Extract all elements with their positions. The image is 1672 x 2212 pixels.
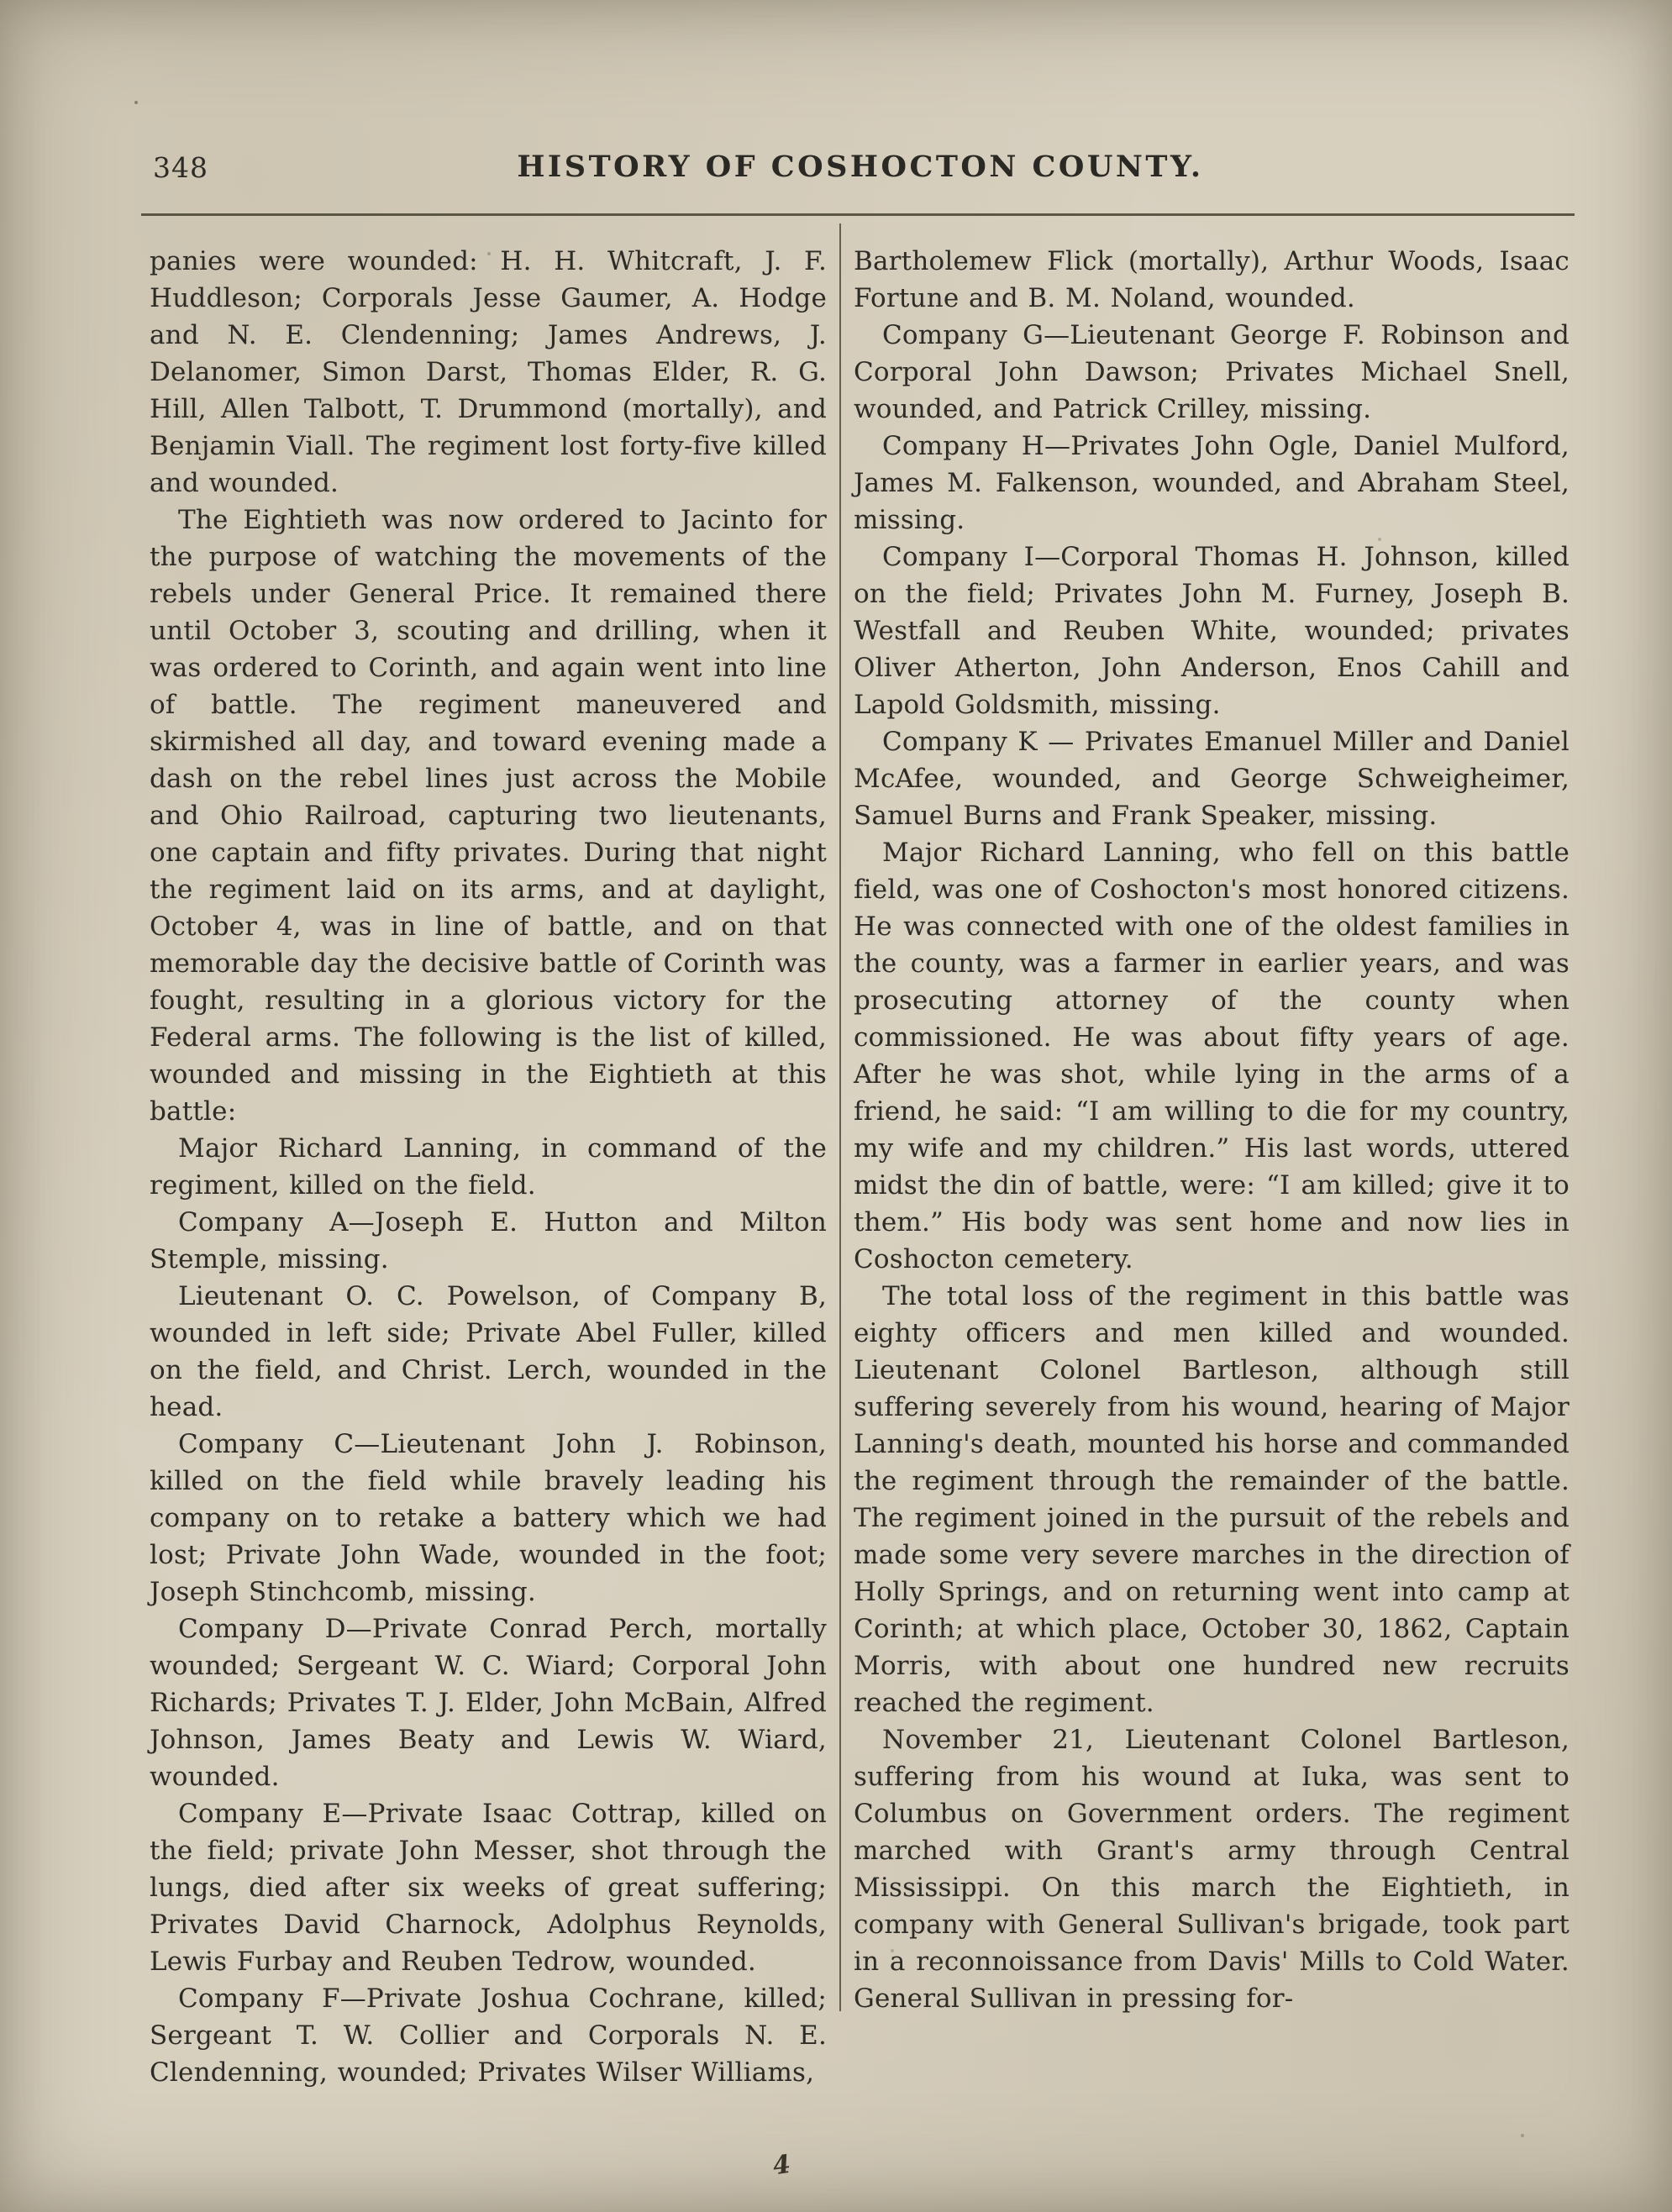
ink-mark-ornament: 4	[770, 2149, 793, 2182]
paragraph: Company G—Lieutenant George F. Robinson and Corporal John Dawson; Privates Michael Snell, wounded, and Patrick Crilley, missing.	[854, 320, 1569, 424]
paragraph: Lieutenant O. C. Powelson, of Company B, wounded in left side; Private Abel Fuller, killed on the field, and Christ. Lerch, wounded in the head.	[150, 1281, 827, 1422]
paragraph: Company H—Privates John Ogle, Daniel Mulford, James M. Falkenson, wounded, and Abraham Steel, missing.	[854, 431, 1569, 535]
paragraph: Major Richard Lanning, who fell on this battle field, was one of Coshocton's most honored citizens. He was connected with one of the oldest families in the county, was a farmer in earlier years, and was prosecuting attorney of the county when commissioned. He was about fifty years of age. After he was shot, while lying in the arms of a friend, he said: “I am willing to die for my country, my wife and my children.” His last words, uttered midst the din of battle, were: “I am killed; give it to them.” His body was sent home and now lies in Coshocton cemetery.	[854, 838, 1569, 1274]
paragraph: Company E—Private Isaac Cottrap, killed on the field; private John Messer, shot through the lungs, died after six weeks of great suffering; Privates David Charnock, Adolphus Reynolds, Lewis Furbay and Reuben Tedrow, wounded.	[150, 1799, 827, 1977]
paragraph: Bartholemew Flick (mortally), Arthur Woods, Isaac Fortune and B. M. Noland, wounded.	[854, 246, 1569, 313]
paragraph: The total loss of the regiment in this battle was eighty officers and men killed and wounded. Lieutenant Colonel Bartleson, although still suffering severely from his wound, hearing of Major Lanning's death, mounted his horse and commanded the regiment through the remainder of the battle. The regiment joined in the pursuit of the rebels and made some very severe marches in the direction of Holly Springs, and on returning went into camp at Corinth; at which place, October 30, 1862, Captain Morris, with about one hundred new recruits reached the regiment.	[854, 1281, 1569, 1718]
paragraph: Company F—Private Joshua Cochrane, killed; Sergeant T. W. Collier and Corporals N. E. Clendenning, wounded; Privates Wilser Williams,	[150, 1983, 827, 2088]
page-header	[150, 150, 1571, 188]
paragraph: Company K — Privates Emanuel Miller and Daniel McAfee, wounded, and George Schweigheimer, Samuel Burns and Frank Speaker, missing.	[854, 727, 1569, 831]
paragraph: Company C—Lieutenant John J. Robinson, killed on the field while bravely leading his company on to retake a battery which we had lost; Private John Wade, wounded in the foot; Joseph Stinchcomb, missing.	[150, 1429, 827, 1607]
page-number: 348	[153, 151, 208, 184]
left-column	[150, 243, 827, 2091]
paragraph: Company I—Corporal Thomas H. Johnson, killed on the field; Privates John M. Furney, Joseph B. Westfall and Reuben White, wounded; privates Oliver Atherton, John Anderson, Enos Cahill and Lapold Goldsmith, missing.	[854, 542, 1569, 720]
paragraph: Major Richard Lanning, in command of the regiment, killed on the field.	[150, 1133, 827, 1201]
header-rule	[141, 213, 1575, 216]
scan-speck	[134, 101, 138, 104]
paragraph: The Eightieth was now ordered to Jacinto for the purpose of watching the movements of the rebels under General Price. It remained there until October 3, scouting and drilling, when it was ordered to Corinth, and again went into line of battle. The regiment maneuvered and skirmished all day, and toward evening made a dash on the rebel lines just across the Mobile and Ohio Railroad, capturing two lieutenants, one captain and fifty privates. During that night the regiment laid on its arms, and at daylight, October 4, was in line of battle, and on that memorable day the decisive battle of Corinth was fought, resulting in a glorious victory for the Federal arms. The following is the list of killed, wounded and missing in the Eightieth at this battle:	[150, 505, 827, 1127]
paragraph: November 21, Lieutenant Colonel Bartleson, suffering from his wound at Iuka, was sent to Columbus on Government orders. The regiment marched with Grant's army through Central Mississippi. On this march the Eightieth, in company with General Sullivan's brigade, took part in a reconnoissance from Davis' Mills to Cold Water. General Sullivan in pressing for-	[854, 1725, 1569, 2014]
running-title: HISTORY OF COSHOCTON COUNTY.	[517, 150, 1204, 184]
column-divider-rule	[839, 223, 841, 2011]
paragraph: Company A—Joseph E. Hutton and Milton Stemple, missing.	[150, 1207, 827, 1274]
right-column	[854, 243, 1569, 2017]
paragraph: panies were wounded: H. H. Whitcraft, J. F. Huddleson; Corporals Jesse Gaumer, A. Hodge and N. E. Clendenning; James Andrews, J. Delanomer, Simon Darst, Thomas Elder, R. G. Hill, Allen Talbott, T. Drummond (mortally), and Benjamin Viall. The regiment lost forty-five killed and wounded.	[150, 246, 827, 498]
paragraph: Company D—Private Conrad Perch, mortally wounded; Sergeant W. C. Wiard; Corporal John Richards; Privates T. J. Elder, John McBain, Alfred Johnson, James Beaty and Lewis W. Wiard, wounded.	[150, 1614, 827, 1792]
